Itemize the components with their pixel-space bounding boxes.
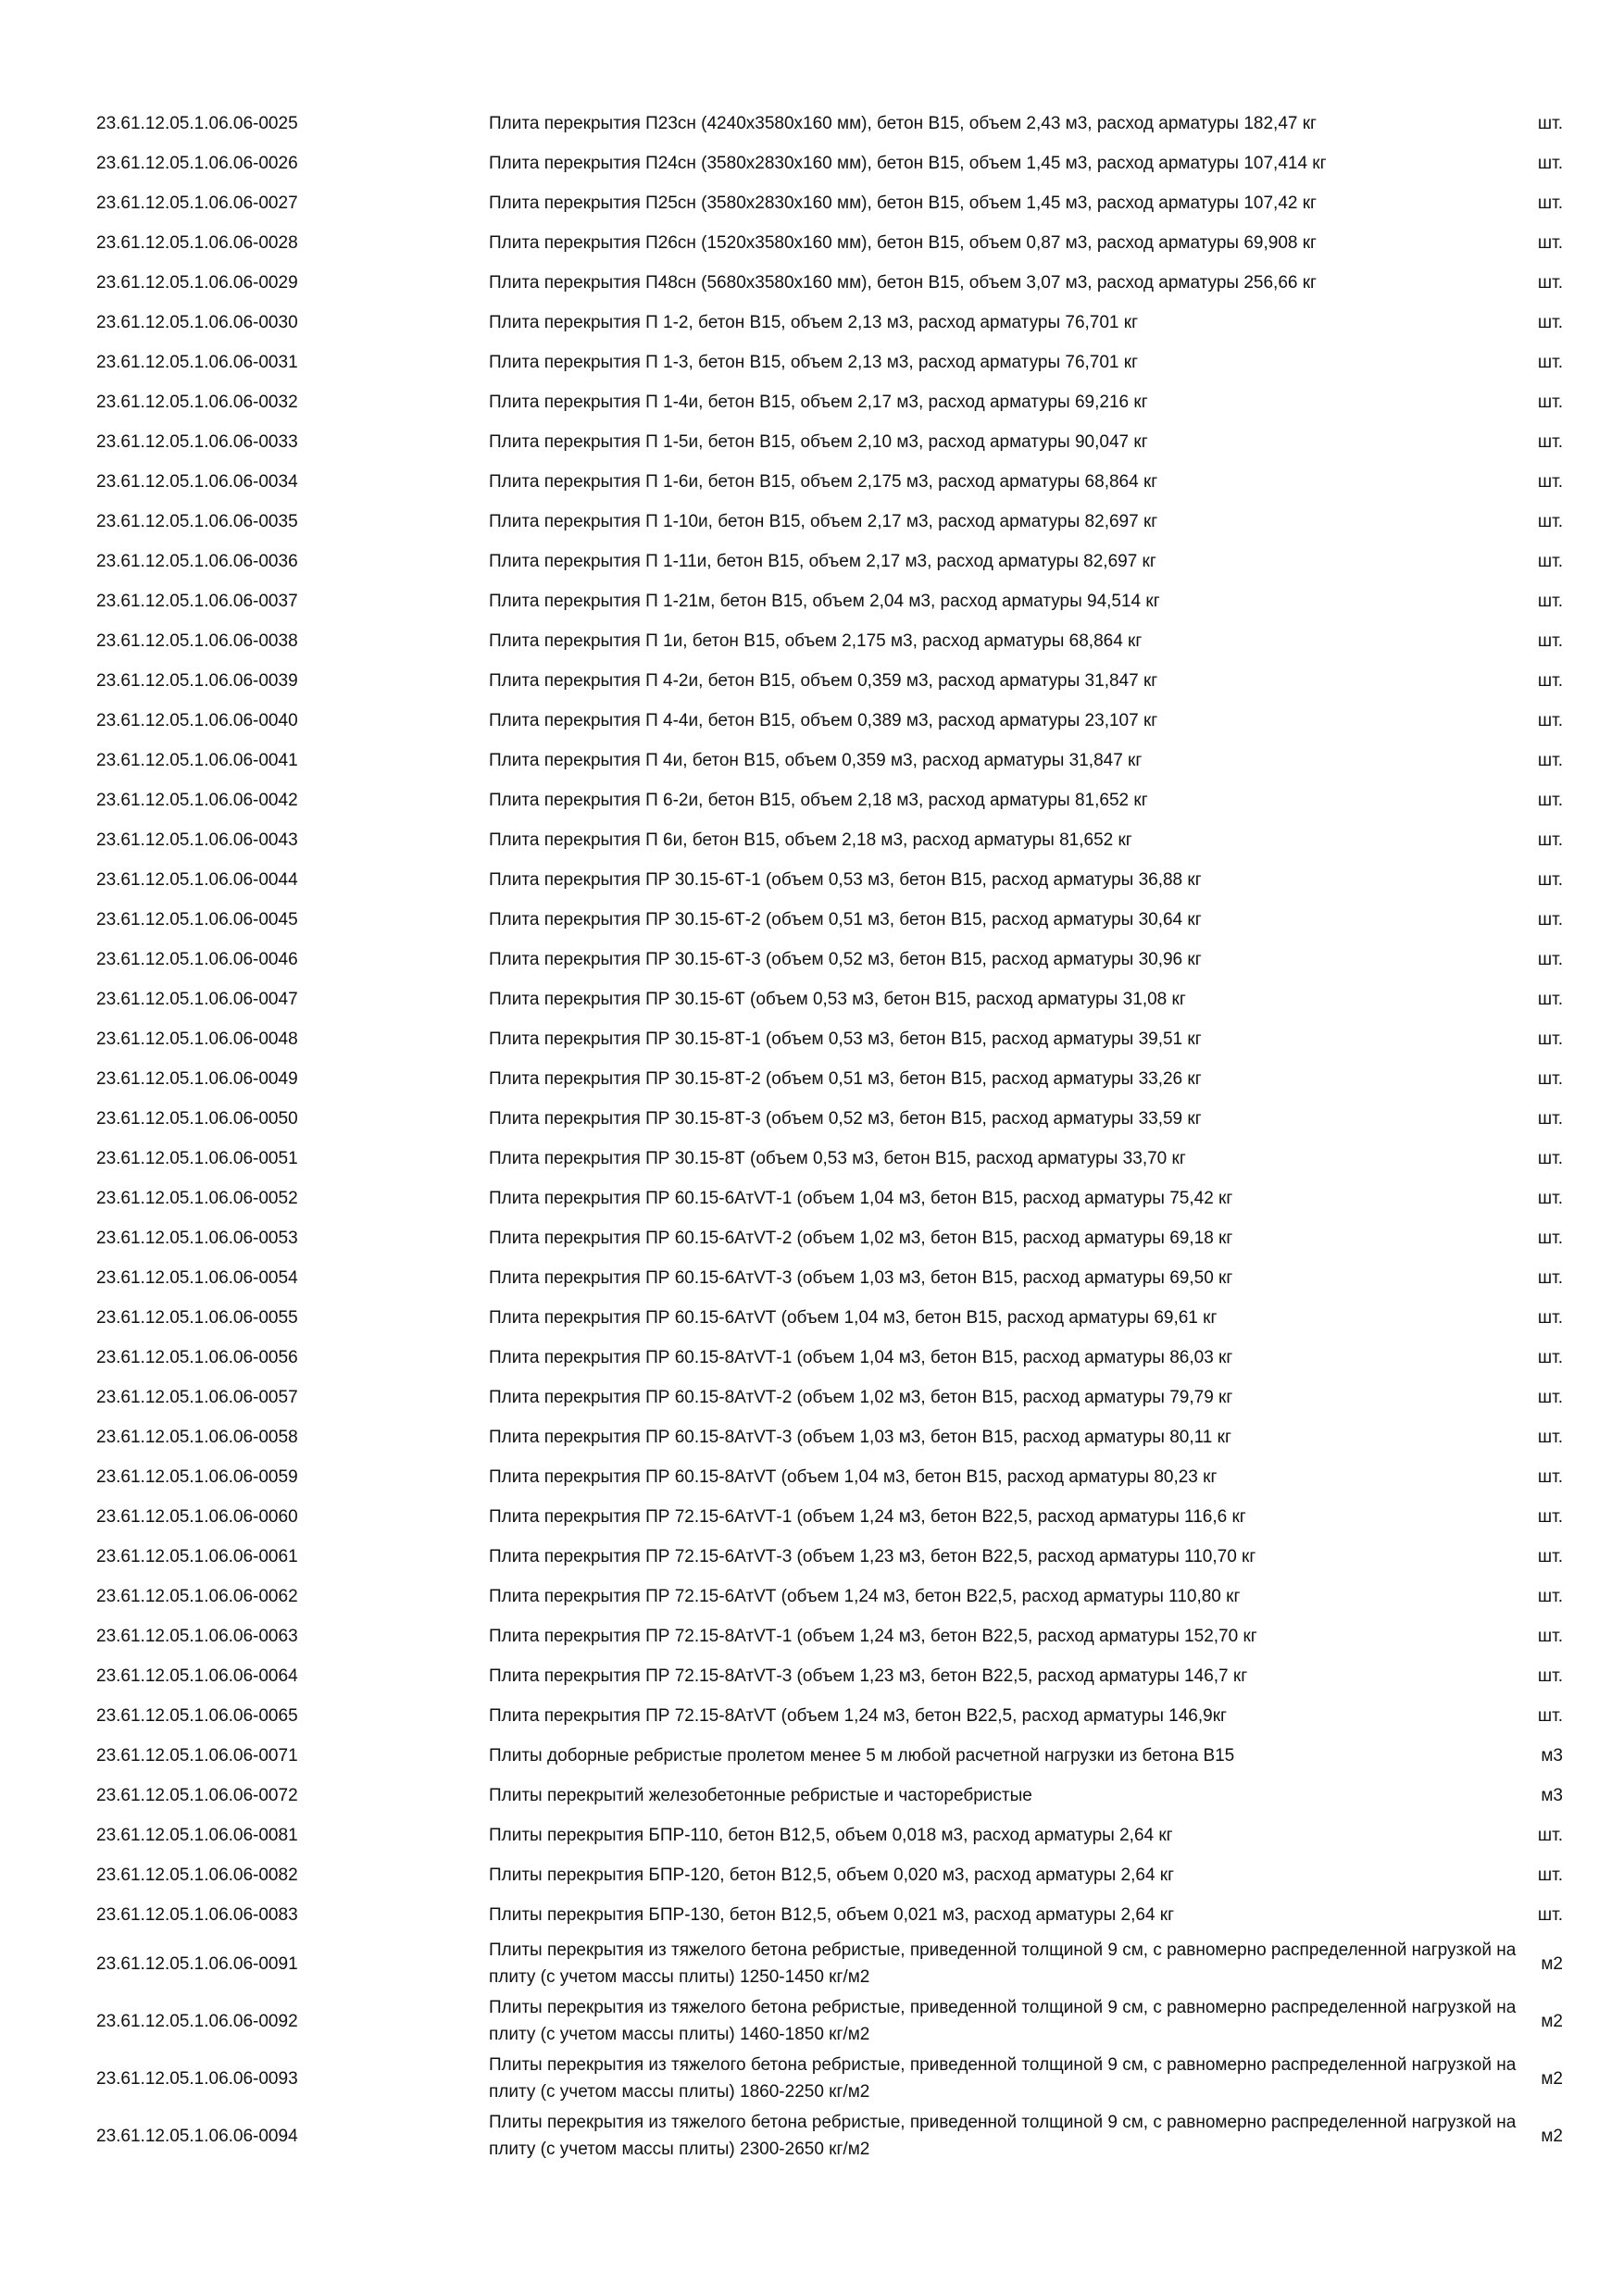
item-unit: шт.	[1537, 1229, 1563, 1248]
item-unit: м2	[1541, 1953, 1563, 1974]
item-code: 23.61.12.05.1.06.06-0092	[96, 2011, 298, 2031]
item-name: Плита перекрытия П 1-21м, бетон В15, объем 2,04 м3, расход арматуры 94,514 кг	[489, 592, 1160, 611]
item-code: 23.61.12.05.1.06.06-0081	[96, 1826, 298, 1845]
table-row	[96, 1616, 1568, 1656]
table-row	[96, 621, 1568, 661]
item-unit: шт.	[1537, 512, 1563, 531]
item-name: Плита перекрытия П 1-10и, бетон В15, объем 2,17 м3, расход арматуры 82,697 кг	[489, 512, 1158, 531]
item-unit: шт.	[1537, 1666, 1563, 1686]
item-code: 23.61.12.05.1.06.06-0042	[96, 791, 298, 810]
item-code: 23.61.12.05.1.06.06-0072	[96, 1786, 298, 1805]
item-code: 23.61.12.05.1.06.06-0093	[96, 2068, 298, 2089]
item-unit: шт.	[1537, 1905, 1563, 1925]
item-unit: шт.	[1537, 1388, 1563, 1407]
item-code: 23.61.12.05.1.06.06-0036	[96, 552, 298, 571]
item-code: 23.61.12.05.1.06.06-0026	[96, 154, 298, 173]
table-row	[96, 183, 1568, 223]
item-unit: шт.	[1537, 552, 1563, 571]
item-code: 23.61.12.05.1.06.06-0052	[96, 1189, 298, 1208]
item-name: Плиты перекрытия БПР-130, бетон В12,5, объем 0,021 м3, расход арматуры 2,64 кг	[489, 1905, 1175, 1925]
item-name: Плита перекрытия ПР 60.15-6АтVТ-2 (объем 1,02 м3, бетон В15, расход арматуры 69,18 кг	[489, 1229, 1233, 1248]
item-name: Плита перекрытия П48сн (5680х3580х160 мм), бетон В15, объем 3,07 м3, расход арматуры 256,66 кг	[489, 273, 1317, 293]
table-row	[96, 1656, 1568, 1696]
item-unit: шт.	[1537, 393, 1563, 412]
item-name: Плита перекрытия П 4-4и, бетон В15, объем 0,389 м3, расход арматуры 23,107 кг	[489, 711, 1158, 730]
item-code: 23.61.12.05.1.06.06-0083	[96, 1905, 298, 1925]
item-unit: шт.	[1537, 870, 1563, 890]
table-row	[96, 1139, 1568, 1179]
item-code: 23.61.12.05.1.06.06-0060	[96, 1507, 298, 1527]
item-code: 23.61.12.05.1.06.06-0043	[96, 830, 298, 850]
table-row	[96, 1736, 1568, 1776]
item-code: 23.61.12.05.1.06.06-0058	[96, 1428, 298, 1447]
price-list-table	[96, 104, 1568, 2165]
item-code: 23.61.12.05.1.06.06-0040	[96, 711, 298, 730]
item-name: Плита перекрытия П 1-3, бетон В15, объем 2,13 м3, расход арматуры 76,701 кг	[489, 353, 1139, 372]
item-code: 23.61.12.05.1.06.06-0071	[96, 1746, 298, 1766]
item-name: Плиты перекрытия из тяжелого бетона ребристые, приведенной толщиной 9 см, с равномерно распределенной нагрузкой на плиту (с учетом массы плиты) 2300-2650 кг/м2	[489, 2113, 1517, 2159]
item-name: Плиты доборные ребристые пролетом менее 5 м любой расчетной нагрузки из бетона В15	[489, 1746, 1235, 1766]
item-name: Плита перекрытия ПР 30.15-8Т-1 (объем 0,53 м3, бетон В15, расход арматуры 39,51 кг	[489, 1029, 1202, 1049]
item-unit: шт.	[1537, 711, 1563, 730]
item-unit: шт.	[1537, 631, 1563, 651]
table-row	[96, 382, 1568, 422]
table-row	[96, 1099, 1568, 1139]
item-name: Плита перекрытия ПР 30.15-6Т-3 (объем 0,52 м3, бетон В15, расход арматуры 30,96 кг	[489, 950, 1202, 969]
item-code: 23.61.12.05.1.06.06-0057	[96, 1388, 298, 1407]
item-unit: шт.	[1537, 1826, 1563, 1845]
item-name: Плита перекрытия ПР 72.15-8АтVТ (объем 1,24 м3, бетон В22,5, расход арматуры 146,9кг	[489, 1706, 1227, 1726]
table-row	[96, 104, 1568, 144]
table-row	[96, 900, 1568, 940]
item-unit: шт.	[1537, 1428, 1563, 1447]
item-code: 23.61.12.05.1.06.06-0046	[96, 950, 298, 969]
table-row	[96, 820, 1568, 860]
item-name: Плита перекрытия ПР 60.15-8АтVТ-1 (объем 1,04 м3, бетон В15, расход арматуры 86,03 кг	[489, 1348, 1233, 1367]
item-unit: шт.	[1537, 671, 1563, 691]
item-name: Плита перекрытия ПР 72.15-8АтVТ-1 (объем 1,24 м3, бетон В22,5, расход арматуры 152,70 кг	[489, 1627, 1257, 1646]
item-code: 23.61.12.05.1.06.06-0048	[96, 1029, 298, 1049]
item-unit: шт.	[1537, 1268, 1563, 1288]
item-unit: шт.	[1537, 1348, 1563, 1367]
item-code: 23.61.12.05.1.06.06-0034	[96, 472, 298, 492]
table-row	[96, 144, 1568, 183]
item-unit: шт.	[1537, 273, 1563, 293]
item-code: 23.61.12.05.1.06.06-0065	[96, 1706, 298, 1726]
item-name: Плита перекрытия ПР 72.15-6АтVТ (объем 1,24 м3, бетон В22,5, расход арматуры 110,80 кг	[489, 1587, 1241, 1606]
item-unit: м2	[1541, 2011, 1563, 2031]
item-unit: шт.	[1537, 1149, 1563, 1168]
table-row	[96, 661, 1568, 701]
item-unit: шт.	[1537, 1866, 1563, 1885]
item-name: Плита перекрытия П 6-2и, бетон В15, объем 2,18 м3, расход арматуры 81,652 кг	[489, 791, 1148, 810]
item-code: 23.61.12.05.1.06.06-0044	[96, 870, 298, 890]
item-code: 23.61.12.05.1.06.06-0045	[96, 910, 298, 930]
item-code: 23.61.12.05.1.06.06-0025	[96, 114, 298, 133]
item-name: Плита перекрытия П 1-11и, бетон В15, объем 2,17 м3, расход арматуры 82,697 кг	[489, 552, 1156, 571]
item-code: 23.61.12.05.1.06.06-0035	[96, 512, 298, 531]
item-code: 23.61.12.05.1.06.06-0056	[96, 1348, 298, 1367]
table-row	[96, 1776, 1568, 1816]
item-name: Плита перекрытия ПР 30.15-6Т (объем 0,53 м3, бетон В15, расход арматуры 31,08 кг	[489, 990, 1186, 1009]
table-row	[96, 303, 1568, 343]
item-name: Плита перекрытия ПР 72.15-6АтVТ-1 (объем 1,24 м3, бетон В22,5, расход арматуры 116,6 кг	[489, 1507, 1246, 1527]
item-code: 23.61.12.05.1.06.06-0094	[96, 2126, 298, 2146]
item-name: Плита перекрытия П 1-5и, бетон В15, объем 2,10 м3, расход арматуры 90,047 кг	[489, 432, 1148, 452]
item-name: Плита перекрытия ПР 72.15-6АтVТ-3 (объем 1,23 м3, бетон В22,5, расход арматуры 110,70 кг	[489, 1547, 1256, 1566]
table-row	[96, 1417, 1568, 1457]
table-row	[96, 2107, 1568, 2165]
item-code: 23.61.12.05.1.06.06-0050	[96, 1109, 298, 1129]
item-unit: шт.	[1537, 114, 1563, 133]
item-unit: шт.	[1537, 313, 1563, 332]
item-unit: шт.	[1537, 1587, 1563, 1606]
item-unit: шт.	[1537, 432, 1563, 452]
item-unit: шт.	[1537, 751, 1563, 770]
item-name: Плита перекрытия П23сн (4240х3580х160 мм), бетон В15, объем 2,43 м3, расход арматуры 182,47 кг	[489, 114, 1317, 133]
item-name: Плита перекрытия ПР 60.15-6АтVТ-1 (объем 1,04 м3, бетон В15, расход арматуры 75,42 кг	[489, 1189, 1233, 1208]
item-unit: м3	[1541, 1746, 1563, 1766]
table-row	[96, 1457, 1568, 1497]
table-row	[96, 780, 1568, 820]
table-row	[96, 1992, 1568, 2050]
item-name: Плита перекрытия П 1-6и, бетон В15, объем 2,175 м3, расход арматуры 68,864 кг	[489, 472, 1158, 492]
item-code: 23.61.12.05.1.06.06-0041	[96, 751, 298, 770]
item-name: Плита перекрытия П 4и, бетон В15, объем 0,359 м3, расход арматуры 31,847 кг	[489, 751, 1143, 770]
item-name: Плита перекрытия ПР 72.15-8АтVТ-3 (объем 1,23 м3, бетон В22,5, расход арматуры 146,7 кг	[489, 1666, 1248, 1686]
item-name: Плита перекрытия П 4-2и, бетон В15, объем 0,359 м3, расход арматуры 31,847 кг	[489, 671, 1158, 691]
item-unit: шт.	[1537, 1507, 1563, 1527]
item-code: 23.61.12.05.1.06.06-0055	[96, 1308, 298, 1328]
table-row	[96, 581, 1568, 621]
item-code: 23.61.12.05.1.06.06-0054	[96, 1268, 298, 1288]
item-unit: шт.	[1537, 830, 1563, 850]
table-row	[96, 940, 1568, 980]
item-code: 23.61.12.05.1.06.06-0028	[96, 233, 298, 253]
item-code: 23.61.12.05.1.06.06-0031	[96, 353, 298, 372]
table-row	[96, 1338, 1568, 1378]
item-unit: шт.	[1537, 592, 1563, 611]
table-row	[96, 343, 1568, 382]
item-name: Плита перекрытия ПР 60.15-6АтVТ (объем 1,04 м3, бетон В15, расход арматуры 69,61 кг	[489, 1308, 1218, 1328]
item-code: 23.61.12.05.1.06.06-0049	[96, 1069, 298, 1089]
table-row	[96, 1537, 1568, 1577]
item-name: Плиты перекрытий железобетонные ребристые и часторебристые	[489, 1786, 1032, 1805]
item-code: 23.61.12.05.1.06.06-0061	[96, 1547, 298, 1566]
item-name: Плиты перекрытия БПР-110, бетон В12,5, объем 0,018 м3, расход арматуры 2,64 кг	[489, 1826, 1173, 1845]
table-row	[96, 422, 1568, 462]
table-row	[96, 1696, 1568, 1736]
table-row	[96, 1179, 1568, 1218]
table-row	[96, 223, 1568, 263]
item-code: 23.61.12.05.1.06.06-0030	[96, 313, 298, 332]
item-name: Плита перекрытия П26сн (1520х3580х160 мм), бетон В15, объем 0,87 м3, расход арматуры 69,908 кг	[489, 233, 1317, 253]
item-name: Плита перекрытия П24сн (3580х2830х160 мм), бетон В15, объем 1,45 м3, расход арматуры 107,414 кг	[489, 154, 1327, 173]
item-code: 23.61.12.05.1.06.06-0064	[96, 1666, 298, 1686]
item-name: Плита перекрытия П 1-2, бетон В15, объем 2,13 м3, расход арматуры 76,701 кг	[489, 313, 1139, 332]
item-name: Плиты перекрытия из тяжелого бетона ребристые, приведенной толщиной 9 см, с равномерно распределенной нагрузкой на плиту (с учетом массы плиты) 1860-2250 кг/м2	[489, 2055, 1517, 2102]
item-code: 23.61.12.05.1.06.06-0033	[96, 432, 298, 452]
table-row	[96, 860, 1568, 900]
table-row	[96, 1935, 1568, 1992]
item-name: Плита перекрытия П 1-4и, бетон В15, объем 2,17 м3, расход арматуры 69,216 кг	[489, 393, 1148, 412]
item-code: 23.61.12.05.1.06.06-0059	[96, 1467, 298, 1487]
item-code: 23.61.12.05.1.06.06-0037	[96, 592, 298, 611]
item-unit: м3	[1541, 1786, 1563, 1805]
item-unit: шт.	[1537, 1189, 1563, 1208]
item-code: 23.61.12.05.1.06.06-0038	[96, 631, 298, 651]
item-name: Плита перекрытия ПР 30.15-8Т-3 (объем 0,52 м3, бетон В15, расход арматуры 33,59 кг	[489, 1109, 1202, 1129]
table-row	[96, 2050, 1568, 2107]
item-unit: м2	[1541, 2068, 1563, 2089]
item-code: 23.61.12.05.1.06.06-0039	[96, 671, 298, 691]
item-unit: шт.	[1537, 1029, 1563, 1049]
item-unit: шт.	[1537, 1467, 1563, 1487]
table-row	[96, 1816, 1568, 1855]
item-code: 23.61.12.05.1.06.06-0032	[96, 393, 298, 412]
table-row	[96, 1059, 1568, 1099]
item-code: 23.61.12.05.1.06.06-0062	[96, 1587, 298, 1606]
item-code: 23.61.12.05.1.06.06-0027	[96, 193, 298, 213]
item-unit: шт.	[1537, 910, 1563, 930]
item-name: Плита перекрытия ПР 30.15-6Т-1 (объем 0,53 м3, бетон В15, расход арматуры 36,88 кг	[489, 870, 1202, 890]
table-row	[96, 502, 1568, 542]
item-code: 23.61.12.05.1.06.06-0063	[96, 1627, 298, 1646]
item-name: Плиты перекрытия из тяжелого бетона ребристые, приведенной толщиной 9 см, с равномерно распределенной нагрузкой на плиту (с учетом массы плиты) 1460-1850 кг/м2	[489, 1998, 1517, 2044]
item-unit: шт.	[1537, 1547, 1563, 1566]
item-name: Плиты перекрытия из тяжелого бетона ребристые, приведенной толщиной 9 см, с равномерно распределенной нагрузкой на плиту (с учетом массы плиты) 1250-1450 кг/м2	[489, 1940, 1517, 1987]
item-unit: шт.	[1537, 193, 1563, 213]
item-code: 23.61.12.05.1.06.06-0051	[96, 1149, 298, 1168]
table-row	[96, 980, 1568, 1019]
table-row	[96, 1895, 1568, 1935]
item-unit: шт.	[1537, 1627, 1563, 1646]
item-unit: шт.	[1537, 154, 1563, 173]
table-row	[96, 1298, 1568, 1338]
item-name: Плита перекрытия П25сн (3580х2830х160 мм), бетон В15, объем 1,45 м3, расход арматуры 107,42 кг	[489, 193, 1317, 213]
item-unit: шт.	[1537, 1706, 1563, 1726]
table-row	[96, 1497, 1568, 1537]
table-row	[96, 263, 1568, 303]
item-code: 23.61.12.05.1.06.06-0029	[96, 273, 298, 293]
item-name: Плита перекрытия ПР 60.15-8АтVТ (объем 1,04 м3, бетон В15, расход арматуры 80,23 кг	[489, 1467, 1218, 1487]
item-name: Плита перекрытия ПР 60.15-6АтVТ-3 (объем 1,03 м3, бетон В15, расход арматуры 69,50 кг	[489, 1268, 1233, 1288]
item-code: 23.61.12.05.1.06.06-0047	[96, 990, 298, 1009]
item-name: Плита перекрытия П 1и, бетон В15, объем 2,175 м3, расход арматуры 68,864 кг	[489, 631, 1143, 651]
table-row	[96, 1258, 1568, 1298]
table-row	[96, 542, 1568, 581]
table-row	[96, 462, 1568, 502]
table-row	[96, 1855, 1568, 1895]
item-name: Плита перекрытия П 6и, бетон В15, объем 2,18 м3, расход арматуры 81,652 кг	[489, 830, 1132, 850]
item-unit: шт.	[1537, 990, 1563, 1009]
item-unit: шт.	[1537, 950, 1563, 969]
item-unit: шт.	[1537, 791, 1563, 810]
table-row	[96, 1218, 1568, 1258]
table-row	[96, 1378, 1568, 1417]
table-row	[96, 1019, 1568, 1059]
item-unit: шт.	[1537, 353, 1563, 372]
item-code: 23.61.12.05.1.06.06-0091	[96, 1953, 298, 1974]
item-name: Плита перекрытия ПР 60.15-8АтVТ-2 (объем 1,02 м3, бетон В15, расход арматуры 79,79 кг	[489, 1388, 1233, 1407]
item-code: 23.61.12.05.1.06.06-0053	[96, 1229, 298, 1248]
item-name: Плита перекрытия ПР 30.15-8Т (объем 0,53 м3, бетон В15, расход арматуры 33,70 кг	[489, 1149, 1186, 1168]
item-unit: шт.	[1537, 233, 1563, 253]
item-name: Плита перекрытия ПР 30.15-8Т-2 (объем 0,51 м3, бетон В15, расход арматуры 33,26 кг	[489, 1069, 1202, 1089]
item-unit: шт.	[1537, 1308, 1563, 1328]
item-code: 23.61.12.05.1.06.06-0082	[96, 1866, 298, 1885]
item-unit: шт.	[1537, 472, 1563, 492]
table-row	[96, 1577, 1568, 1616]
table-row	[96, 741, 1568, 780]
item-name: Плиты перекрытия БПР-120, бетон В12,5, объем 0,020 м3, расход арматуры 2,64 кг	[489, 1866, 1175, 1885]
item-unit: шт.	[1537, 1069, 1563, 1089]
table-row	[96, 701, 1568, 741]
item-name: Плита перекрытия ПР 30.15-6Т-2 (объем 0,51 м3, бетон В15, расход арматуры 30,64 кг	[489, 910, 1202, 930]
item-name: Плита перекрытия ПР 60.15-8АтVТ-3 (объем 1,03 м3, бетон В15, расход арматуры 80,11 кг	[489, 1428, 1231, 1447]
item-unit: шт.	[1537, 1109, 1563, 1129]
item-unit: м2	[1541, 2126, 1563, 2146]
